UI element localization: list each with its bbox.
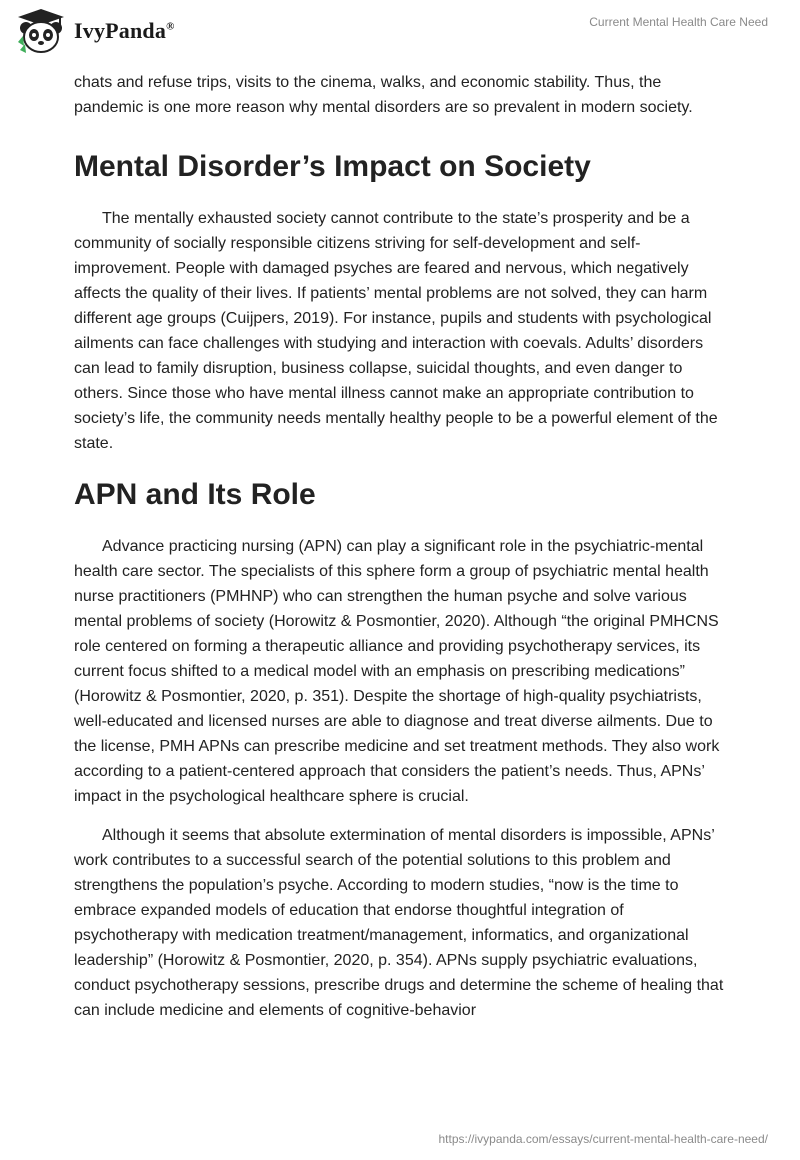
section-heading-impact: Mental Disorder’s Impact on Society	[74, 150, 591, 183]
logo[interactable]	[14, 8, 175, 54]
document-title: Current Mental Health Care Need	[589, 15, 768, 29]
page-header	[0, 0, 800, 60]
section-heading-apn: APN and Its Role	[74, 478, 316, 511]
source-url[interactable]: https://ivypanda.com/essays/current-mental-health-care-need/	[438, 1132, 768, 1146]
paragraph: Although it seems that absolute extermination of mental disorders is impossible, APNs’ work contributes to a successful search of the potential solutions to this problem and strengthens the population’s psyche. According to modern studies, “now is the time to embrace expanded models of education that endorse thoughtful integration of psychotherapy with medication treatment/management, informatics, and organizational leadership” (Horowitz & Posmontier, 2020, p. 354). APNs supply psychiatric evaluations, conduct psychotherapy sessions, prescribe drugs and determine the scheme of healing that can include medicine and elements of cognitive-behavior	[74, 827, 724, 1019]
logo-text: IvyPanda®	[74, 18, 175, 43]
essay-content	[74, 70, 726, 1023]
intro-paragraph: chats and refuse trips, visits to the cinema, walks, and economic stability. Thus, the pandemic is one more reason why mental disorders are so prevalent in modern society.	[74, 74, 693, 116]
panda-logo-icon	[14, 8, 68, 54]
paragraph: The mentally exhausted society cannot contribute to the state’s prosperity and be a community of socially responsible citizens striving for self-development and self-improvement. People with damaged psyches are feared and nervous, which negatively affects the quality of their lives. If patients’ mental problems are not solved, they can harm different age groups (Cuijpers, 2019). For instance, pupils and students with psychological ailments can face challenges with studying and interaction with coevals. Adults’ disorders can lead to family disruption, business collapse, suicidal thoughts, and even danger to others. Since those who have mental illness cannot make an appropriate contribution to society’s life, the community needs mentally healthy people to be a powerful element of the state.	[74, 210, 718, 452]
paragraph: Advance practicing nursing (APN) can play a significant role in the psychiatric-mental health care sector. The specialists of this sphere form a group of psychiatric mental health nurse practitioners (PMHNP) who can strengthen the human psyche and solve various mental problems of society (Horowitz & Posmontier, 2020). Although “the original PMHCNS role centered on forming a therapeutic alliance and providing psychotherapy services, its current focus shifted to a medical model with an emphasis on prescribing medications” (Horowitz & Posmontier, 2020, p. 351). Despite the shortage of high-quality psychiatrists, well-educated and licensed nurses are able to diagnose and treat diverse ailments. Due to the license, PMH APNs can prescribe medicine and set treatment methods. They also work according to a patient-centered approach that considers the patient’s needs. Thus, APNs’ impact in the psychological healthcare sphere is crucial.	[74, 538, 720, 805]
